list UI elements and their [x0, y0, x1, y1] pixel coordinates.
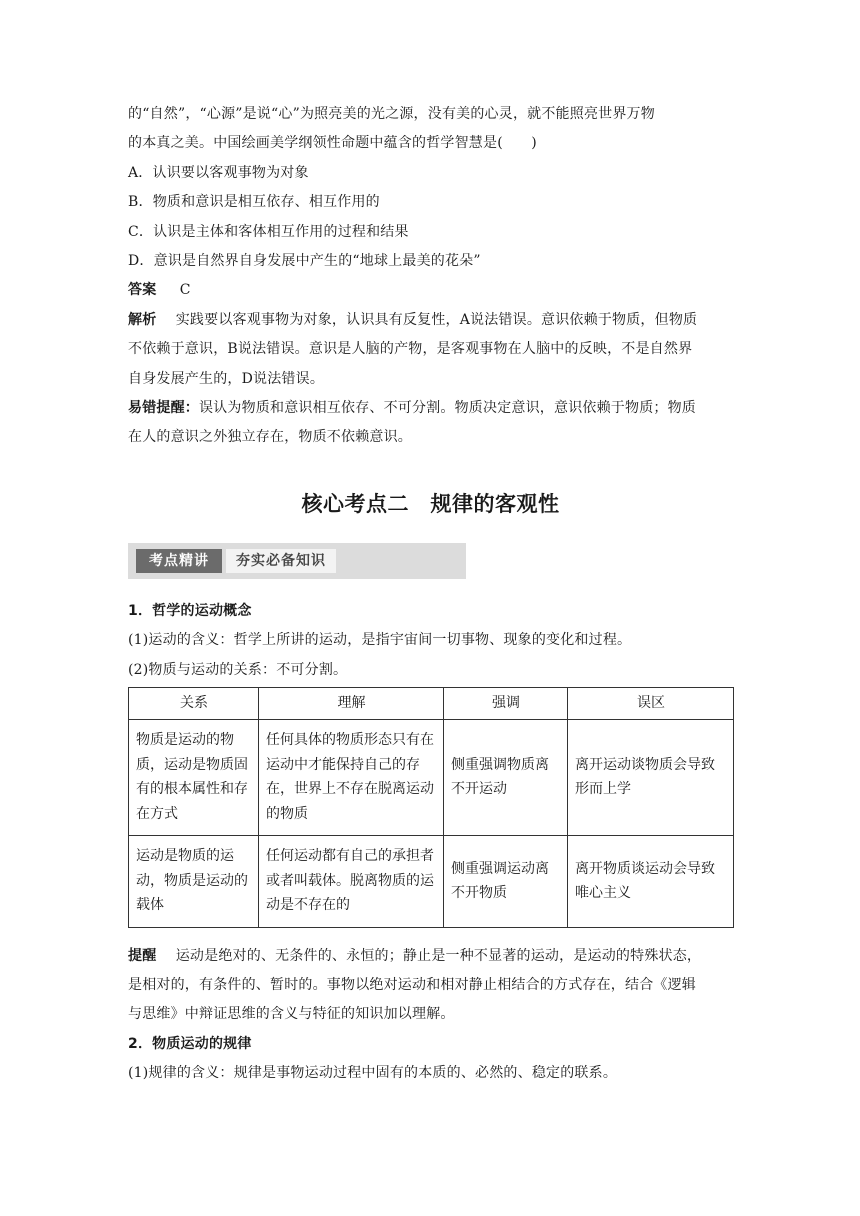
tip-text-1: 误认为物质和意识相互依存、不可分割。物质决定意识，意识依赖于物质；物质 [199, 400, 696, 417]
table-cell: 物质是运动的物质，运动是物质固有的根本属性和存在方式 [129, 719, 259, 835]
table-header-cell: 关系 [129, 688, 259, 720]
analysis-line-3: 自身发展产生的，D说法错误。 [128, 370, 325, 387]
answer-line [128, 276, 733, 305]
reminder-line-2: 是相对的，有条件的、暂时的。事物以绝对运动和相对静止相结合的方式存在，结合《逻辑 [128, 977, 696, 993]
matter-motion-table [128, 687, 734, 928]
reminder-line-1 [128, 942, 733, 971]
table-header-cell: 误区 [568, 688, 734, 720]
table-cell: 离开运动谈物质会导致形而上学 [568, 719, 734, 835]
option-c: C．认识是主体和客体相互作用的过程和结果 [128, 223, 409, 240]
point-2-heading: 2．物质运动的规律 [128, 1035, 252, 1052]
table-header-cell: 理解 [259, 688, 444, 720]
tip-line-2: 在人的意识之外独立存在，物质不依赖意识。 [128, 429, 412, 446]
point-1-item-1: (1)运动的含义：哲学上所讲的运动，是指宇宙间一切事物、现象的变化和过程。 [128, 632, 632, 649]
document-page [128, 100, 733, 1089]
point-2-item-1: (1)规律的含义：规律是事物运动过程中固有的本质的、必然的、稳定的联系。 [128, 1065, 618, 1082]
section-title: 核心考点二 规律的客观性 [301, 491, 560, 516]
table-row [129, 719, 734, 835]
point-1-item-2: (2)物质与运动的关系：不可分割。 [128, 661, 348, 678]
table-cell: 侧重强调物质离不开运动 [444, 719, 568, 835]
answer-value: C [179, 282, 191, 299]
table-header-row [129, 688, 734, 720]
analysis-line-2: 不依赖于意识，B说法错误。意识是人脑的产物，是客观事物在人脑中的反映，不是自然界 [128, 341, 693, 358]
point-1-heading: 1．哲学的运动概念 [128, 602, 252, 619]
tag-essential-knowledge: 夯实必备知识 [226, 549, 336, 573]
option-d: D．意识是自然界自身发展中产生的“地球上最美的花朵” [128, 253, 481, 270]
tip-label: 易错提醒： [128, 400, 199, 417]
reminder-label: 提醒 [128, 947, 157, 964]
option-b: B．物质和意识是相互依存、相互作用的 [128, 194, 380, 211]
answer-label: 答案 [128, 282, 157, 299]
table-cell: 任何具体的物质形态只有在运动中才能保持自己的存在，世界上不存在脱离运动的物质 [259, 719, 444, 835]
reminder-text-1: 运动是绝对的、无条件的、永恒的；静止是一种不显著的运动，是运动的特殊状态， [175, 947, 702, 964]
tag-key-points: 考点精讲 [136, 549, 222, 573]
table-cell: 任何运动都有自己的承担者或者叫载体。脱离物质的运动是不存在的 [259, 835, 444, 927]
analysis-line-1 [128, 306, 733, 335]
question-stem-line-1: 的“自然”，“心源”是说“心”为照亮美的光之源，没有美的心灵，就不能照亮世界万物 [128, 106, 655, 122]
question-stem-line-2: 的本真之美。中国绘画美学纲领性命题中蕴含的哲学智慧是( ) [128, 135, 537, 152]
tip-line-1 [128, 394, 733, 423]
option-a: A．认识要以客观事物为对象 [128, 164, 309, 181]
table-header-cell: 强调 [444, 688, 568, 720]
table-cell: 离开物质谈运动会导致唯心主义 [568, 835, 734, 927]
reminder-line-3: 与思维》中辩证思维的含义与特征的知识加以理解。 [128, 1006, 455, 1023]
table-row [129, 835, 734, 927]
table-cell: 运动是物质的运动，物质是运动的载体 [129, 835, 259, 927]
analysis-text-1: 实践要以客观事物为对象，认识具有反复性，A说法错误。意识依赖于物质，但物质 [175, 311, 698, 328]
analysis-label: 解析 [128, 311, 157, 328]
section-tag-bar [128, 543, 466, 579]
table-cell: 侧重强调运动离不开物质 [444, 835, 568, 927]
